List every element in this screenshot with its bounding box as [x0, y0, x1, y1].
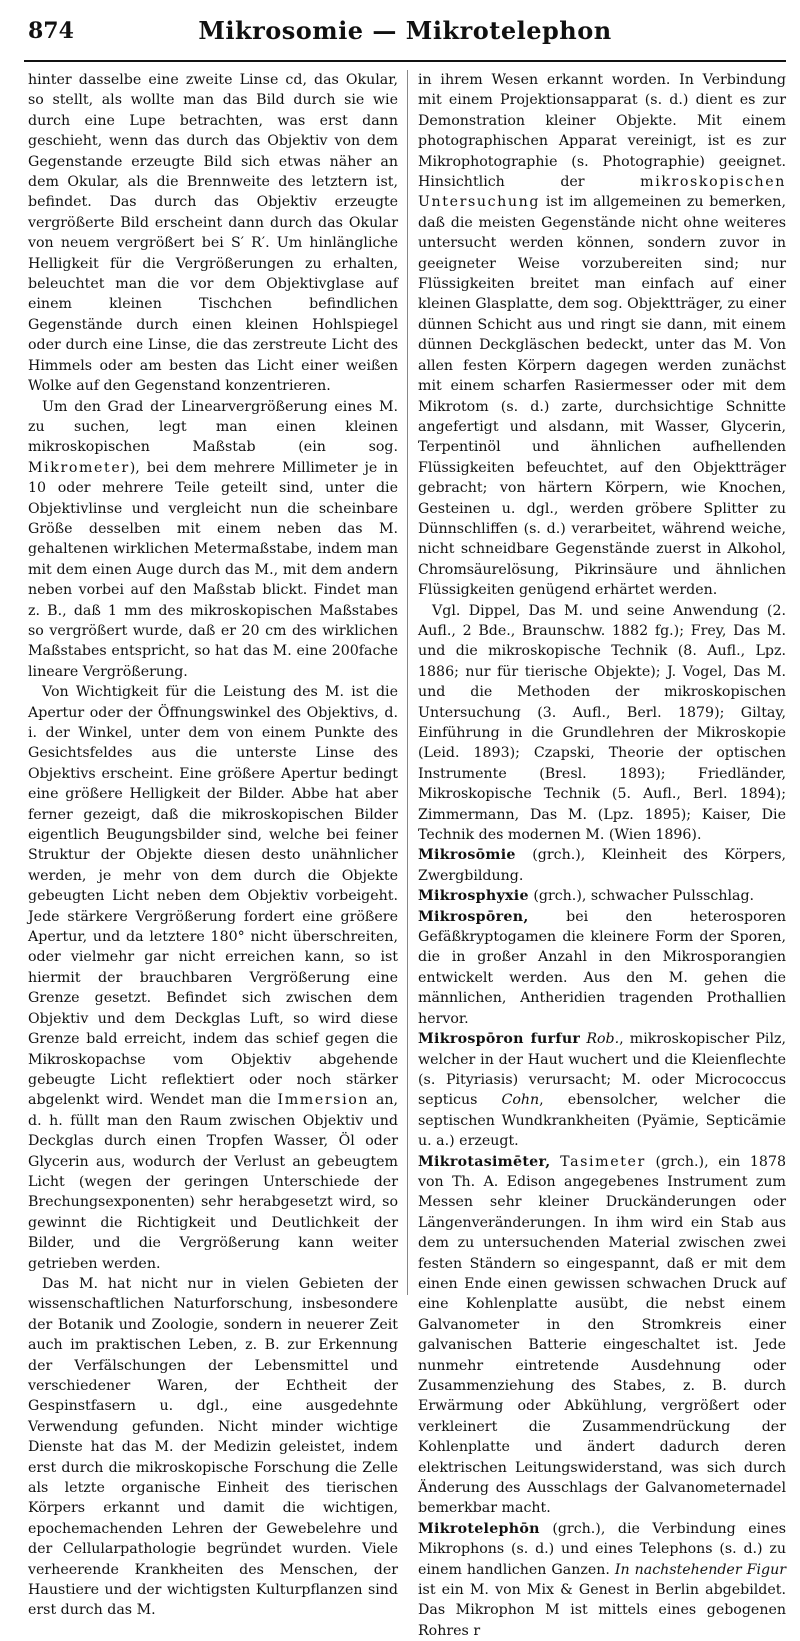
entry-mikrosphyxie: Mikrosphyxie (grch.), schwacher Pulsschlag.: [418, 888, 755, 905]
entry-mikrosomie: Mikrosōmie (grch.), Kleinheit des Körpers, Zwergbildung.: [418, 847, 786, 884]
headword: Mikrospōren,: [418, 908, 529, 925]
spaced-term: Immersion: [277, 1092, 370, 1109]
entry-mikrosporon-furfur: Mikrospōron furfur Rob., mikroskopischer Pilz, welcher in der Haut wuchert und die Kleienflechte (s. Pityriasis) verursacht; M. oder Micrococcus septicus Cohn, ebensolcher, welcher die septischen Wundkrankheiten (Pyämie, Septicämie u. a.) erzeugt.: [418, 1031, 786, 1150]
spaced-term: Tasimeter: [560, 1153, 646, 1170]
header-rule: [24, 60, 786, 62]
paragraph: Von Wichtigkeit für die Leistung des M. ist die Apertur oder der Öffnungswinkel des Objektivs, d. i. der Winkel, unter dem von einem Punkte des Gesichtsfeldes aus die unterste Linse des Objektivs erscheint. Eine größere Apertur bedingt eine größere Helligkeit der Bilder. Abbe hat aber ferner gezeigt, daß die mikroskopischen Bilder eigentlich Beugungsbilder sind, welche bei feiner Struktur der Objekte diesen desto unähnlicher werden, je mehr von dem durch die Objekte gebeugten Licht neben dem Objektiv vorbeigeht. Jede stärkere Vergrößerung fordert eine größere Apertur, und da letztere 180° nicht überschreiten, oder vielmehr gar nicht erreichen kann, so ist hiermit der brauchbaren Vergrößerung eine Grenze gesetzt. Befindet sich zwischen dem Objektiv und dem Deckglas Luft, so wird diese Grenze bald erreicht, indem das schief gegen die Mikroskopachse vom Objektiv abgehende gebeugte Licht reflektiert oder noch stärker abgelenkt wird. Wendet man die Immersion an, d. h. füllt man den Raum zwischen Objektiv und Deckglas durch einen Tropfen Wasser, Öl oder Glycerin aus, wodurch der Verlust an gebeugtem Licht (wegen der geringen Unterschiede der Brechungsexponenten) sehr herabgesetzt wird, so gewinnt die Richtigkeit und Deutlichkeit der Bilder, und die Vergrößerung kann weiter getrieben werden.: [28, 684, 399, 1272]
paragraph: Das M. hat nicht nur in vielen Gebieten der wissenschaftlichen Naturforschung, insbesondere der Botanik und Zoologie, sondern in neuerer Zeit auch im praktischen Leben, z. B. zur Erkennung der Verfälschungen der Lebensmittel und verschiedener Waren, der Echtheit der Gespinstfasern u. dgl., eine ausgedehnte Verwendung gefunden. Nicht minder wichtige Dienste hat das M. der Medizin geleistet, indem erst durch die mikroskopische Forschung die Zelle als letzte organische Einheit des tierischen Körpers erkannt und damit die wichtigen, epochemachenden Lehren der Gewebelehre und der Cellularpathologie begründet wurden. Viele verheerende Krankheiten des Menschen, der Haustiere und der wichtigsten Kulturpflanzen sind erst durch das M.: [28, 1275, 398, 1619]
italic-phrase: In nachstehender Figur: [614, 1561, 786, 1578]
entry-mikrosporen: Mikrospōren, bei den heterosporen Gefäßkryptogamen die kleinere Form der Sporen, die in großer Anzahl in den Mikrosporangien entwickelt werden. Aus den M. gehen die männlichen, Antheridien tragenden Prothallien hervor.: [418, 908, 786, 1027]
entry-mikrotelephon: Mikrotelephōn (grch.), die Verbindung eines Mikrophons (s. d.) und eines Telephons (s. d.) zu einem handlichen Ganzen. In nachstehender Figur ist ein M. von Mix & Genest in Berlin abgebildet. Das Mikrophon M ist mittels eines gebogenen Rohres r: [418, 1520, 786, 1639]
page-header: [24, 12, 786, 52]
left-column: [28, 70, 399, 1619]
column-divider: [407, 70, 408, 1295]
running-title: Mikrosomie — Mikrotelephon: [198, 16, 612, 45]
right-column: [418, 70, 787, 1639]
spaced-term: Mikrometer: [28, 459, 130, 476]
headword: Mikrospōron furfur: [418, 1031, 581, 1048]
author-name: Cohn: [501, 1092, 540, 1109]
spaced-term: mikroskopischen Untersuchung: [418, 174, 786, 211]
page-number: 874: [28, 18, 74, 44]
paragraph: Vgl. Dippel, Das M. und seine Anwendung (2. Aufl., 2 Bde., Braunschw. 1882 fg.); Frey, Das M. und die mikroskopische Technik (8. Aufl., Lpz. 1886; nur für tierische Objekte); J. Vogel, Das M. und die Methoden der mikroskopischen Untersuchung (3. Aufl., Berl. 1879); Giltay, Einführung in die Grundlehren der Mikroskopie (Leid. 1893); Czapski, Theorie der optischen Instrumente (Bresl. 1893); Friedländer, Mikroskopische Technik (5. Aufl., Berl. 1894); Zimmermann, Das M. (Lpz. 1895); Kaiser, Die Technik des modernen M. (Wien 1896).: [418, 602, 786, 844]
paragraph: Um den Grad der Linearvergrößerung eines M. zu suchen, legt man einen kleinen mikroskopischen Maßstab (ein sog. Mikrometer), bei dem mehrere Millimeter je in 10 oder mehrere Teile geteilt sind, unter die Objektivlinse und vergleicht nun die scheinbare Größe desselben mit einem neben das M. gehaltenen wirklichen Metermaßstabe, indem man mit dem einen Auge durch das M., mit dem andern neben vorbei auf den Maßstab blickt. Findet man z. B., daß 1 mm des mikroskopischen Maßstabes so vergrößert wurde, daß er 20 cm des wirklichen Maßstabes entspricht, so hat das M. eine 200fache lineare Vergrößerung.: [28, 398, 398, 680]
entry-mikrotasimeter: Mikrotasimēter, Tasimeter (grch.), ein 1878 von Th. A. Edison angegebenes Instrument zum Messen sehr kleiner Druckänderungen oder Längenveränderungen. In ihm wird ein Stab aus dem zu untersuchenden Material zwischen zwei festen Ständern so eingespannt, daß er mit dem einen Ende einen gewissen schwachen Druck auf eine Kohlenplatte ausübt, die nebst einem Galvanometer in den Stromkreis einer galvanischen Batterie eingeschaltet ist. Jede nunmehr eintretende Ausdehnung oder Zusammenziehung des Stabes, z. B. durch Erwärmung oder Abkühlung, vergrößert oder verkleinert die Zusammendrückung der Kohlenplatte und ändert dadurch deren elektrischen Leitungswiderstand, was sich durch Änderung des Ausschlags der Galvanometernadel bemerkbar macht.: [418, 1153, 787, 1517]
headword: Mikrosphyxie: [418, 888, 529, 905]
paragraph: in ihrem Wesen erkannt worden. In Verbindung mit einem Projektionsapparat (s. d.) dient es zur Demonstration kleiner Objekte. Mit einem photographischen Apparat vereinigt, ist es zur Mikrophotographie (s. Photographie) geeignet. Hinsichtlich der mikroskopischen Untersuchung ist im allgemeinen zu bemerken, daß die meisten Gegenstände nicht ohne weiteres untersucht werden können, sondern zuvor in geeigneter Weise vorzubereiten sind; nur Flüssigkeiten breitet man einfach auf einer kleinen Glasplatte, dem sog. Objektträger, zu einer dünnen Schicht aus und ringt sie dann, mit einem dünnen Deckgläschen bedeckt, unter das M. Von allen festen Körpern dagegen werden zunächst mit einem scharfen Rasiermesser oder mit dem Mikrotom (s. d.) zarte, durchsichtige Schnitte angefertigt und alsdann, mit Wasser, Glycerin, Terpentinöl und ähnlichen aufhellenden Flüssigkeiten befeuchtet, auf den Objektträger gebracht; von härtern Körpern, wie Knochen, Gesteinen u. dgl., werden gröbere Splitter zu Dünnschliffen (s. d.) verarbeitet, während weiche, nicht schneidbare Gegenstände zuerst in Alkohol, Chromsäurelösung, Pikrinsäure und ähnlichen Flüssigkeiten genügend erhärtet werden.: [418, 72, 787, 599]
author-name: Rob.: [586, 1031, 620, 1048]
headword: Mikrotasimēter,: [418, 1153, 551, 1170]
headword: Mikrosōmie: [418, 847, 516, 864]
paragraph: hinter dasselbe eine zweite Linse cd, das Okular, so stellt, als wollte man das Bild durch sie wie durch eine Lupe betrachten, was erst dann geschieht, wenn das durch das Objektiv von dem Gegenstande erzeugte Bild sich etwas näher an dem Okular, als die Brennweite des letztern ist, befindet. Das durch das Objektiv erzeugte vergrößerte Bild erscheint dann durch das Okular von neuem vergrößert bei S′ R′. Um hinlängliche Helligkeit für die Vergrößerungen zu erhalten, beleuchtet man die vor dem Objektivglase auf einem kleinen Tischchen befindlichen Gegenstände durch einen kleinen Hohlspiegel oder durch eine Linse, die das zerstreute Licht des Himmels oder am besten das Licht einer weißen Wolke auf den Gegenstand konzentrieren.: [28, 72, 398, 395]
headword: Mikrotelephōn: [418, 1520, 540, 1537]
